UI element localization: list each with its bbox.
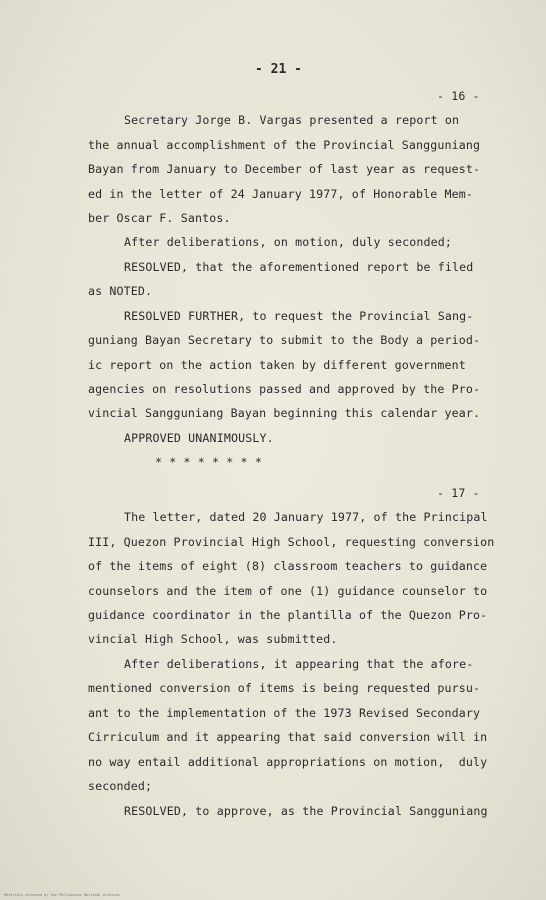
text-line: Bayan from January to December of last year as request- bbox=[88, 162, 481, 176]
text-line: the annual accomplishment of the Provincial Sangguniang bbox=[88, 138, 481, 152]
text-line: III, Quezon Provincial High School, requesting conversion bbox=[88, 535, 495, 549]
separator-asterisks: * * * * * * * * bbox=[155, 455, 262, 469]
text-line: The letter, dated 20 January 1977, of the Principal bbox=[124, 510, 488, 524]
text-line: ic report on the action taken by different government bbox=[88, 358, 466, 372]
text-line: as NOTED. bbox=[88, 284, 153, 298]
text-line: seconded; bbox=[88, 779, 153, 793]
text-line: Cirriculum and it appearing that said conversion will in bbox=[88, 730, 488, 744]
text-line: After deliberations, it appearing that the afore- bbox=[124, 657, 474, 671]
text-line: Secretary Jorge B. Vargas presented a report on bbox=[124, 113, 460, 127]
text-line: guniang Bayan Secretary to submit to the Body a period- bbox=[88, 333, 481, 347]
text-line: counselors and the item of one (1) guidance counselor to bbox=[88, 584, 488, 598]
text-line: APPROVED UNANIMOUSLY. bbox=[124, 431, 274, 445]
text-line: no way entail additional appropriations on motion, duly bbox=[88, 755, 488, 769]
archive-footer: Materials released by the Philippines National Archives bbox=[4, 893, 120, 897]
text-line: RESOLVED FURTHER, to request the Provincial Sang- bbox=[124, 309, 474, 323]
text-line: After deliberations, on motion, duly seconded; bbox=[124, 235, 452, 249]
text-line: agencies on resolutions passed and approved by the Pro- bbox=[88, 382, 481, 396]
text-line: vincial Sangguniang Bayan beginning this calendar year. bbox=[88, 406, 481, 420]
text-line: vincial High School, was submitted. bbox=[88, 632, 338, 646]
page-number: - 21 - bbox=[255, 62, 302, 77]
text-line: RESOLVED, to approve, as the Provincial Sangguniang bbox=[124, 804, 488, 818]
text-line: of the items of eight (8) classroom teachers to guidance bbox=[88, 559, 488, 573]
item-number-17: - 17 - bbox=[437, 486, 480, 500]
text-line: ber Oscar F. Santos. bbox=[88, 211, 231, 225]
text-line: ant to the implementation of the 1973 Revised Secondary bbox=[88, 706, 481, 720]
text-line: mentioned conversion of items is being requested pursu- bbox=[88, 681, 481, 695]
text-line: RESOLVED, that the aforementioned report be filed bbox=[124, 260, 474, 274]
item-number-16: - 16 - bbox=[437, 89, 480, 103]
text-line: guidance coordinator in the plantilla of the Quezon Pro- bbox=[88, 608, 488, 622]
text-line: ed in the letter of 24 January 1977, of Honorable Mem- bbox=[88, 187, 474, 201]
